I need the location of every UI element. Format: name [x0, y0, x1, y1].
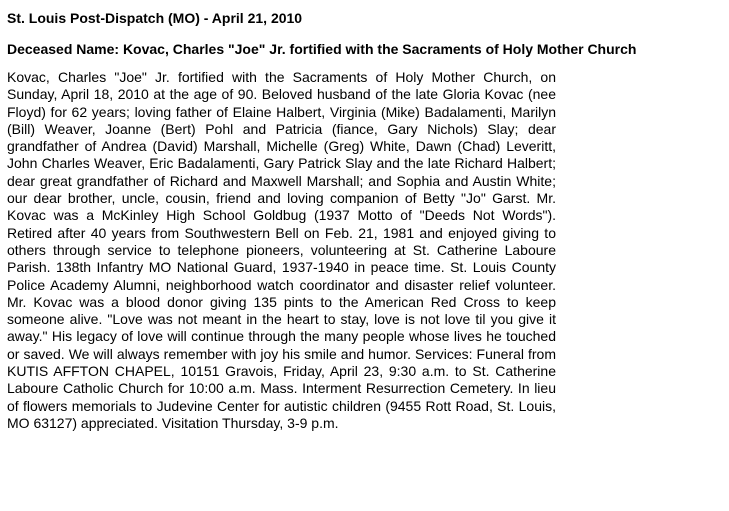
- obituary-text: Kovac, Charles "Joe" Jr. fortified with the Sacraments of Holy Mother Church, on Sunday, April 18, 2010 at the age of 90. Beloved husband of the late Gloria Kovac (nee Floyd) for 62 years; loving father of Elaine Halbert, Virginia (Mike) Badalamenti, Marilyn (Bill) Weaver, Joanne (Bert) Pohl and Patricia (fiance, Gary Nichols) Slay; dear grandfather of Andrea (David) Marshall, Michelle (Greg) White, Dawn (Chad) Leveritt, John Charles Weaver, Eric Badalamenti, Gary Patrick Slay and the late Richard Halbert; dear great grandfather of Richard and Maxwell Marshall; and Sophia and Austin White; our dear brother, uncle, cousin, friend and loving companion of Betty "Jo" Garst. Mr. Kovac was a McKinley High School Goldbug (1937 Motto of "Deeds Not Words"). Retired after 40 years from Southwestern Bell on Feb. 21, 1981 and enjoyed giving to others through service to telephone pioneers, volunteering at St. Catherine Laboure Parish. 138th Infantry MO National Guard, 1937-1940 in peace time. St. Louis County Police Academy Alumni, neighborhood watch coordinator and disaster relief volunteer. Mr. Kovac was a blood donor giving 135 pints to the American Red Cross to keep someone alive. "Love was not meant in the heart to stay, love is not love til you give it away." His legacy of love will continue through the many people whose lives he touched or saved. We will always remember with joy his smile and humor. Services: Funeral from KUTIS AFFTON CHAPEL, 10151 Gravois, Friday, April 23, 9:30 a.m. to St. Catherine Laboure Catholic Church for 10:00 a.m. Mass. Interment Resurrection Cemetery. In lieu of flowers memorials to Judevine Center for autistic children (9455 Rott Road, St. Louis, MO 63127) appreciated. Visitation Thursday, 3-9 p.m.: [7, 69, 556, 431]
- source-heading: St. Louis Post-Dispatch (MO) - April 21, 2010: [7, 10, 303, 26]
- deceased-name-heading: Deceased Name: Kovac, Charles "Joe" Jr. fortified with the Sacraments of Holy Mother Church: [7, 41, 637, 57]
